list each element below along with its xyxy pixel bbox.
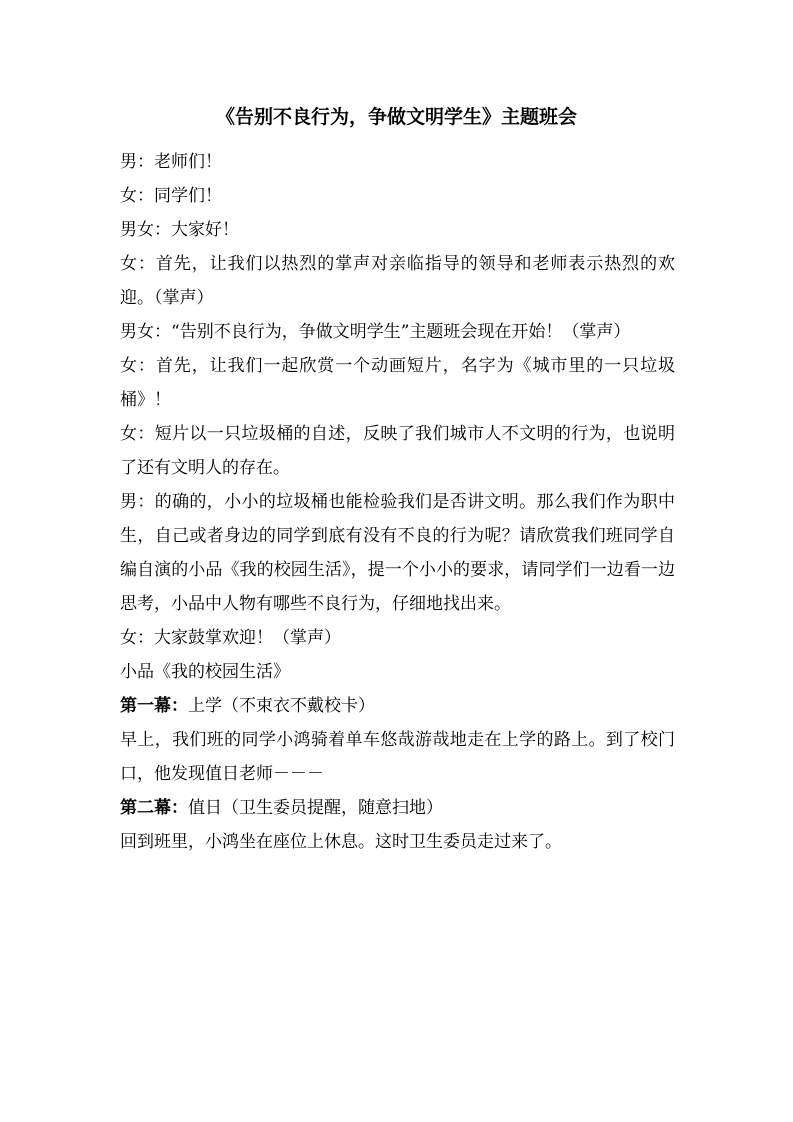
paragraph-text: 小品《我的校园生活》 (120, 662, 290, 682)
paragraph (120, 213, 675, 247)
paragraph-text: 男女：大家好！ (120, 220, 239, 240)
document-title: 《告别不良行为，争做文明学生》主题班会 (215, 106, 577, 128)
paragraph-text: 女：大家鼓掌欢迎！（掌声） (120, 628, 341, 648)
paragraph-text: 男：老师们！ (120, 152, 222, 172)
paragraph-text: 女：首先，让我们一起欣赏一个动画短片，名字为《城市里的一只垃圾桶》！ (120, 356, 675, 410)
paragraph-text: 值日（卫生委员提醒，随意扫地） (188, 798, 443, 818)
paragraph (120, 791, 675, 825)
paragraph (120, 349, 675, 417)
document-body (120, 145, 675, 859)
paragraph (120, 145, 675, 179)
paragraph (120, 179, 675, 213)
paragraph-text: 男女：“告别不良行为，争做文明学生”主题班会现在开始！（掌声） (120, 322, 631, 342)
paragraph-text: 回到班里，小鸿坐在座位上休息。这时卫生委员走过来了。 (120, 832, 562, 852)
paragraph (120, 825, 675, 859)
paragraph-text: 女：同学们！ (120, 186, 222, 206)
paragraph (120, 315, 675, 349)
paragraph-text: 女：短片以一只垃圾桶的自述，反映了我们城市人不文明的行为，也说明了还有文明人的存在。 (120, 424, 675, 478)
paragraph-text: 早上，我们班的同学小鸿骑着单车悠哉游哉地走在上学的路上。到了校门口，他发现值日老师－－－ (120, 730, 675, 784)
paragraph (120, 655, 675, 689)
paragraph (120, 621, 675, 655)
paragraph-text: 男：的确的，小小的垃圾桶也能检验我们是否讲文明。那么我们作为职中生，自己或者身边的同学到底有没有不良的行为呢？请欣赏我们班同学自编自演的小品《我的校园生活》，提一个小小的要求，请同学们一边看一边思考，小品中人物有哪些不良行为，仔细地找出来。 (120, 492, 675, 614)
paragraph-text: 女：首先，让我们以热烈的掌声对亲临指导的领导和老师表示热烈的欢迎。（掌声） (120, 254, 675, 308)
paragraph (120, 247, 675, 315)
paragraph-text: 上学（不束衣不戴校卡） (188, 696, 375, 716)
paragraph (120, 417, 675, 485)
paragraph (120, 689, 675, 723)
paragraph (120, 485, 675, 621)
paragraph (120, 723, 675, 791)
act-label: 第一幕： (120, 696, 188, 716)
act-label: 第二幕： (120, 798, 188, 818)
